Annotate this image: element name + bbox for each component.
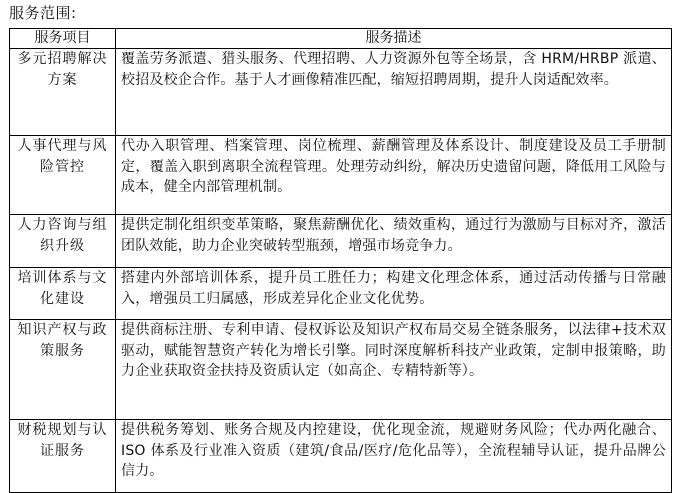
service-description: 搭建内外部培训体系，提升员工胜任力；构建文化理念体系，通过活动传播与日常融入，增强员工归属感，形成差异化企业文化优势。	[116, 268, 672, 320]
table-row	[10, 320, 672, 420]
service-table	[9, 28, 672, 493]
service-name: 多元招聘解决方案	[10, 49, 116, 136]
service-description: 提供商标注册、专利申请、侵权诉讼及知识产权布局交易全链条服务，以法律+技术双驱动，赋能智慧资产转化为增长引擎。同时深度解析科技产业政策，定制申报策略，助力企业获取资金扶持及资质认定（如高企、专精特新等）。	[116, 320, 672, 420]
service-name: 培训体系与文化建设	[10, 268, 116, 320]
table-row	[10, 268, 672, 320]
service-description: 提供定制化组织变革策略，聚焦薪酬优化、绩效重构，通过行为激励与目标对齐，激活团队效能，助力企业突破转型瓶颈，增强市场竞争力。	[116, 215, 672, 268]
header-service-description: 服务描述	[116, 29, 672, 49]
service-name: 人事代理与风险管控	[10, 136, 116, 215]
header-service-item: 服务项目	[10, 29, 116, 49]
service-description: 提供税务筹划、账务合规及内控建设，优化现金流，规避财务风险；代办两化融合、ISO 体系及行业准入资质（建筑/食品/医疗/危化品等），全流程辅导认证，提升品牌公信力。	[116, 420, 672, 493]
service-name: 财税规划与认证服务	[10, 420, 116, 493]
table-header-row	[10, 29, 672, 49]
table-row	[10, 215, 672, 268]
service-name: 知识产权与政策服务	[10, 320, 116, 420]
service-description: 覆盖劳务派遣、猎头服务、代理招聘、人力资源外包等全场景，含 HRM/HRBP 派遣、校招及校企合作。基于人才画像精准匹配，缩短招聘周期，提升人岗适配效率。	[116, 49, 672, 136]
service-description: 代办入职管理、档案管理、岗位梳理、薪酬管理及体系设计、制度建设及员工手册制定，覆盖入职到离职全流程管理。处理劳动纠纷，解决历史遗留问题，降低用工风险与成本，健全内部管理机制。	[116, 136, 672, 215]
service-name: 人力咨询与组织升级	[10, 215, 116, 268]
table-row	[10, 49, 672, 136]
section-heading: 服务范围:	[9, 4, 77, 22]
table-row	[10, 420, 672, 493]
table-row	[10, 136, 672, 215]
